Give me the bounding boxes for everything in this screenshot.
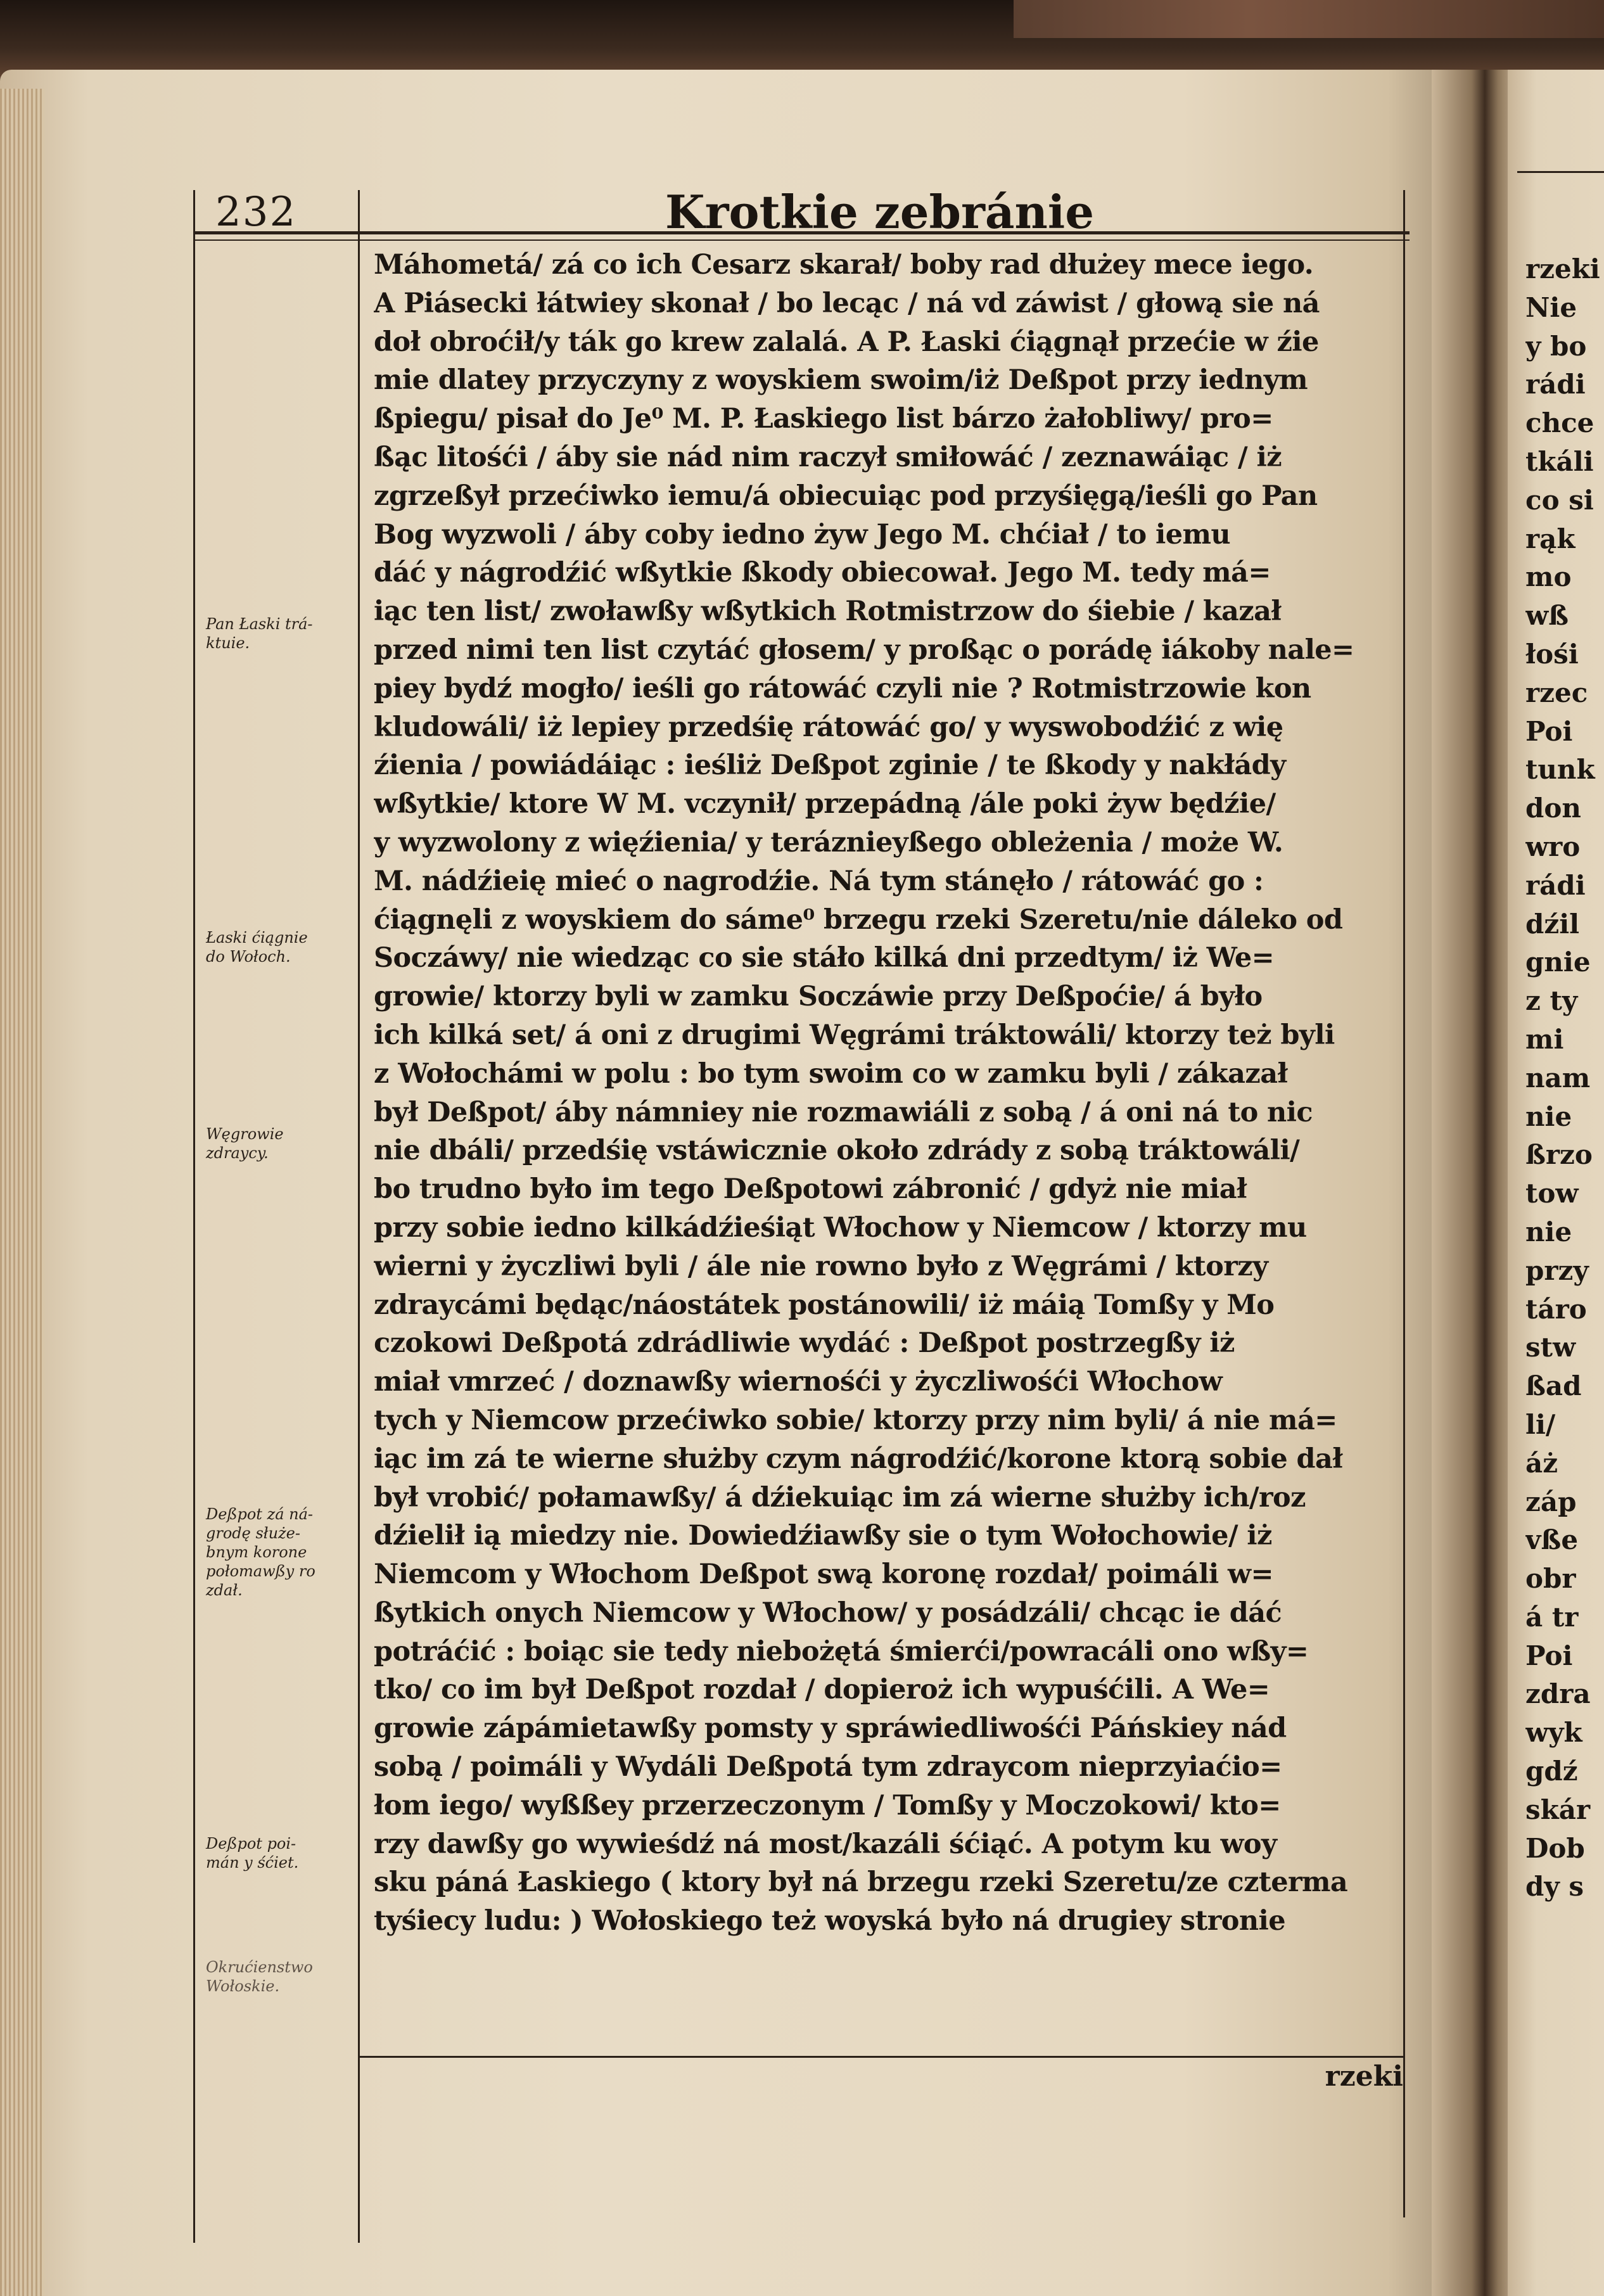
text-line: sobą / poimáli y Wydáli Deßpotá tym zdraycom nieprzyiaćio=	[374, 1751, 1282, 1783]
text-line: Bog wyzwoli / áby coby iedno żyw Jego M. chćiał / to iemu	[374, 518, 1231, 551]
text-line: ćiągnęli z woyskiem do sáme⁰ brzegu rzeki Szeretu/nie dáleko od	[374, 903, 1343, 936]
inner-margin-rule	[1403, 190, 1405, 2217]
text-line: był vrobić/ połamawßy/ á dźiekuiąc im zá wierne służby ich/roz	[374, 1481, 1306, 1514]
text-line: przed nimi ten list czytáć głosem/ y proßąc o porádę iákoby nale=	[374, 634, 1354, 666]
text-line: rzy dawßy go wywieśdź ná most/kazáli śćiąć. A potym ku woy	[374, 1828, 1277, 1860]
outer-margin-rule	[193, 190, 195, 2243]
right-page-line: ßad	[1525, 1370, 1582, 1402]
text-line: ßąc litośći / áby sie nád nim raczył smiłowáć / zeznawáiąc / iż	[374, 441, 1282, 473]
text-line: doł obroćił/y ták go krew zalalá. A P. Łaski ćiągnął przećie w źie	[374, 326, 1319, 358]
catchword: rzeki	[1325, 2060, 1403, 2093]
text-line: bo trudno było im tego Deßpotowi zábronić / gdyż nie miał	[374, 1173, 1247, 1206]
margin-note-line: Pan Łaski trá-	[206, 615, 313, 633]
text-line: mie dlatey przyczyny z woyskiem swoim/iż Deßpot przy iednym	[374, 364, 1308, 397]
text-line: growie zápámietawßy pomsty y spráwiedliwośći Páńskiey nád	[374, 1712, 1287, 1745]
right-page-line: tkáli	[1525, 445, 1594, 477]
right-page-line: Nie	[1525, 291, 1577, 323]
text-line: zgrzeßył przećiwko iemu/á obiecuiąc pod przyśięgą/ieśli go Pan	[374, 480, 1318, 512]
right-page-line: stw	[1525, 1332, 1576, 1363]
right-page-line: wß	[1525, 600, 1569, 632]
right-page-line: co si	[1525, 484, 1594, 516]
right-page-line: táro	[1525, 1293, 1587, 1325]
text-line: piey bydź mogło/ ieśli go rátowáć czyli nie ? Rotmistrzowie kon	[374, 672, 1311, 705]
text-line: nie dbáli/ przedśię vstáwicznie około zdrády z sobą tráktowáli/	[374, 1135, 1300, 1167]
margin-note-line: Łaski ćiągnie	[206, 929, 308, 947]
right-page-line: nie	[1525, 1100, 1572, 1132]
margin-note	[206, 1834, 355, 1872]
right-page-line: rzeki	[1525, 253, 1600, 284]
right-page-line: gdź	[1525, 1756, 1578, 1787]
margin-note-line: Węgrowie	[206, 1125, 284, 1143]
page-number: 232	[215, 189, 297, 236]
margin-note-line: połomawßy ro	[206, 1562, 315, 1580]
margin-note-line: ktuie.	[206, 634, 250, 652]
margin-note-line: Deßpot zá ná-	[206, 1505, 314, 1523]
right-page-line: záp	[1525, 1486, 1577, 1517]
right-page-line: nam	[1525, 1062, 1591, 1094]
text-line: sku páná Łaskiego ( ktory był ná brzegu rzeki Szeretu/ze czterma	[374, 1866, 1348, 1899]
margin-note-rule	[358, 190, 360, 2243]
margin-note-line: Okrućienstwo	[206, 1958, 313, 1976]
right-page-line: obr	[1525, 1563, 1576, 1595]
margin-note	[206, 1958, 355, 1996]
right-page-line: zdra	[1525, 1678, 1591, 1710]
running-head: Krotkie zebránie	[665, 185, 1095, 239]
text-line: zdraycámi będąc/náostátek postánowili/ iż máią Tomßy y Mo	[374, 1289, 1275, 1321]
margin-note-line: Deßpot poi-	[206, 1835, 296, 1853]
right-page-line: vße	[1525, 1524, 1579, 1556]
right-page-line: gnie	[1525, 947, 1591, 978]
text-line: był Deßpot/ áby námniey nie rozmawiáli z sobą / á oni ná to nic	[374, 1096, 1313, 1128]
right-page-line: don	[1525, 793, 1581, 824]
margin-note	[206, 1505, 355, 1600]
right-page-line: á tr	[1525, 1601, 1579, 1633]
right-page-line: mo	[1525, 561, 1572, 593]
text-line: Soczáwy/ nie wiedząc co sie stáło kilká dni przedtym/ iż We=	[374, 942, 1275, 974]
page-edges	[0, 89, 44, 2296]
text-line: miał vmrzeć / doznawßy wiernośći y życzliwośći Włochow	[374, 1366, 1223, 1398]
margin-note-line: bnym korone	[206, 1543, 307, 1561]
text-line: dáć y nágrodźić wßytkie ßkody obiecował. Jego M. tedy má=	[374, 557, 1271, 589]
right-page-line: przy	[1525, 1254, 1589, 1286]
margin-note	[206, 1125, 355, 1163]
margin-note	[206, 615, 355, 653]
right-page-line: Dob	[1525, 1832, 1585, 1864]
text-line: potráćić : boiąc sie tedy niebożętá śmierći/powracáli ono wßy=	[374, 1635, 1309, 1668]
text-line: przy sobie iedno kilkádźieśiąt Włochow y Niemcow / ktorzy mu	[374, 1211, 1307, 1244]
text-line: dźielił ią miedzy nie. Dowiedźiawßy sie o tym Wołochowie/ iż	[374, 1520, 1272, 1552]
right-page-line: z ty	[1525, 985, 1578, 1017]
right-page-line: y bo	[1525, 330, 1587, 362]
text-line: Niemcom y Włochom Deßpot swą koronę rozdał/ poimáli w=	[374, 1559, 1273, 1591]
text-line: źienia / powiádáiąc : ieśliż Deßpot zginie / te ßkody y nakłády	[374, 749, 1286, 782]
text-line: tko/ co im był Deßpot rozdał / dopieroż ich wypuśćili. A We=	[374, 1674, 1270, 1706]
text-line: tych y Niemcow przećiwko sobie/ ktorzy przy nim byli/ á nie má=	[374, 1404, 1337, 1436]
margin-note-line: zdraycy.	[206, 1144, 269, 1162]
margin-note-line: mán y śćiet.	[206, 1854, 299, 1872]
right-page-line: áż	[1525, 1447, 1558, 1479]
right-page-line: rąk	[1525, 523, 1575, 554]
right-page-line: rádi	[1525, 869, 1586, 901]
text-line: łom iego/ wyßßey przerzeczonym / Tomßy y Moczokowi/ kto=	[374, 1789, 1281, 1821]
text-line: iąc ten list/ zwoławßy wßytkich Rotmistrzow do śiebie / kazał	[374, 596, 1282, 628]
text-line: y wyzwolony z więźienia/ y teráznieyßego obleżenia / może W.	[374, 826, 1283, 858]
text-line: ich kilká set/ á oni z drugimi Węgrámi tráktowáli/ ktorzy też byli	[374, 1019, 1335, 1051]
right-page-line: skár	[1525, 1794, 1591, 1825]
margin-note	[206, 928, 355, 966]
text-line: wßytkie/ ktore W M. vczynił/ przepádną /ále poki żyw będźie/	[374, 788, 1276, 820]
right-page-line: dźil	[1525, 908, 1580, 940]
margin-note-line: zdał.	[206, 1581, 243, 1599]
right-page-line: łośi	[1525, 638, 1579, 670]
right-page-line: tunk	[1525, 754, 1595, 786]
book-cover-strip	[1014, 0, 1604, 38]
right-page-line: rzec	[1525, 677, 1588, 708]
margin-note-line: Wołoskie.	[206, 1977, 280, 1995]
right-page-line: wyk	[1525, 1717, 1582, 1749]
right-page-line: ßrzo	[1525, 1139, 1593, 1171]
right-page-line: nie	[1525, 1216, 1572, 1247]
text-line: A Piásecki łátwiey skonał / bo lecąc / ná vd záwist / głową sie ná	[374, 287, 1320, 319]
right-page-header-rule	[1517, 171, 1604, 173]
text-line: Máhometá/ zá co ich Cesarz skarał/ boby rad dłużey mece iego.	[374, 249, 1314, 281]
book-gutter	[1432, 70, 1520, 2296]
text-line: kludowáli/ iż lepiey przedśię rátowáć go/ y wyswobodźić z wię	[374, 711, 1283, 743]
text-line: czokowi Deßpotá zdrádliwie wydáć : Deßpot postrzegßy iż	[374, 1327, 1235, 1360]
right-page-line: rádi	[1525, 369, 1586, 400]
text-line: ßytkich onych Niemcow y Włochow/ y posádzáli/ chcąc ie dáć	[374, 1597, 1282, 1629]
right-page-line: Poi	[1525, 1640, 1573, 1671]
text-line: tyśiecy ludu: ) Wołoskiego też woyská było ná drugiey stronie	[374, 1905, 1286, 1937]
margin-note-line: grodę służe-	[206, 1524, 300, 1542]
text-line: z Wołochámi w polu : bo tym swoim co w zamku byli / zákazał	[374, 1057, 1288, 1090]
margin-note-line: do Wołoch.	[206, 948, 291, 966]
text-line: ßpiegu/ pisał do Je⁰ M. P. Łaskiego list bárzo żałobliwy/ pro=	[374, 403, 1273, 435]
right-page-line: tow	[1525, 1178, 1579, 1209]
right-page-line: chce	[1525, 407, 1594, 439]
right-page-text	[1525, 250, 1604, 2151]
text-line: iąc im zá te wierne służby czym nágrodźić/korone ktorą sobie dał	[374, 1443, 1343, 1475]
right-page-line: li/	[1525, 1408, 1556, 1440]
right-page-line: dy s	[1525, 1871, 1584, 1903]
text-line: M. nádźieię mieć o nagrodźie. Ná tym stánęło / rátowáć go :	[374, 865, 1264, 897]
text-line: growie/ ktorzy byli w zamku Soczáwie przy Deßpoćie/ á było	[374, 981, 1263, 1013]
right-page-line: mi	[1525, 1023, 1564, 1055]
body-text	[374, 246, 1403, 2058]
right-page-line: wro	[1525, 831, 1581, 862]
right-page-line: Poi	[1525, 715, 1573, 747]
text-line: wierni y życzliwi byli / ále nie rowno było z Węgrámi / ktorzy	[374, 1250, 1268, 1282]
